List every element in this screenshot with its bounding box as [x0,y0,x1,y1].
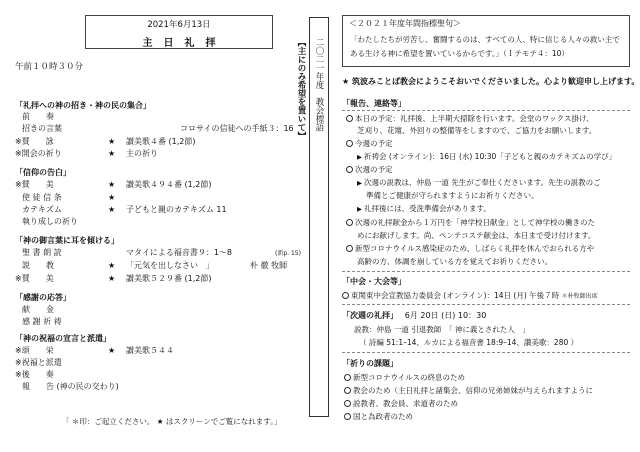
service-date: 2021年6月13日 [147,20,211,30]
bullet-circle-icon [346,245,353,252]
prayer-label: 「祈りの課題」 [342,359,398,368]
star-icon: ★ [108,205,116,214]
order-hymn-3: ※賛 美 [15,274,54,283]
bullet-circle-icon [344,374,351,381]
report-subitem: ▶ 礼拝後には、受洗準備会があります。 [357,204,491,213]
divider [342,304,630,305]
bullet-circle-icon [346,115,353,122]
vertical-motto-box [296,17,329,417]
prayer-item: 国と為政者のため [344,412,413,422]
report-item-cont: 芝刈り、花壇、外回りの整備等をしますので、ご協力をお願いします。 [357,126,597,135]
order-thanks-prayer: 感 謝 祈 祷 [22,317,62,326]
bullet-circle-icon [344,400,351,407]
star-icon: ★ [108,193,116,202]
star-icon: ★ [108,274,116,283]
order-hymn-1-ref: 讃美歌４番 (1,2節) [126,137,196,146]
order-doxology: ※頌 栄 [15,346,54,355]
vertical-motto: 【主にのみ希望を置いて】 [296,38,306,140]
star-icon: ★ [108,261,116,270]
order-postlude: ※後 奏 [15,370,54,379]
divider [342,352,630,353]
section-word: 「神の御言葉に耳を傾ける」 [15,236,119,245]
section-response: 「感謝の応答」 [15,293,71,302]
order-prelude: 前 奏 [22,112,54,121]
order-reading: 聖 書 朗 読 [22,248,62,257]
year-verse-body: 「わたしたちが労苦し、奮闘するのは、すべての人、特に信じる人々の救い主である生ける神に希望を置いているからです。」（Ｉテモテ４：10） [350,35,620,58]
service-title-box [85,15,273,49]
chukai-label: 「中会・大会等」 [342,277,406,286]
order-creed: 使 徒 信 条 [22,193,62,202]
divider [342,271,630,272]
triangle-right-icon: ▶ [357,205,362,213]
bullet-circle-icon [342,292,349,299]
star-icon: ★ [108,137,116,146]
year-verse-box [342,15,630,67]
order-hymn-2-ref: 讃美歌４９４番 (1,2節) [126,180,212,189]
order-call: 招きの言葉 [22,124,62,133]
report-item: 新型コロナウイルス感染症のため、しばらく礼拝を休んでおられる方や [346,244,594,254]
prayer-item: 新型コロナウイルスの終息のため [344,373,465,383]
order-offering: 献 金 [22,305,54,314]
report-subitem-cont: 準備とご健康が守られますようにお祈りください。 [366,191,539,200]
order-sermon-title: 「元気を出しなさい 」 [126,261,214,270]
next-service-label: 「次週の礼拝」 6月 20日 (日) 10：30 [342,311,487,320]
order-catechism-ref: 子どもと親のカテキズム 11 [126,205,227,214]
order-intercession: 執り成しの祈り [22,217,78,226]
chukai-item: 東関東中会宣教協力委員会 (オンライン)：14日 (月) 午後７時 ＊朴牧師出席 [342,291,598,302]
order-hymn-1: ※賛 詠 [15,137,54,146]
triangle-right-icon: ▶ [357,179,362,187]
triangle-right-icon: ▶ [357,153,362,161]
bullet-circle-icon [346,166,353,173]
order-benediction: ※祝福と派遣 [15,358,62,367]
prayer-item: 説教者、教会員、求道者のため [344,399,458,409]
report-subitem: ▶ 次週の説教は、仲島 一道 先生がご奉仕くださいます。先生の説教のご [357,178,601,187]
bullet-circle-icon [344,387,351,394]
report-item: 本日の予定：礼拝後、上半期大掃除を行います。会堂のワックス掛け、 [346,114,594,124]
footnote: 「 ＊印：ご起立ください。 ★ はスクリーンでご覧になれます。」 [62,417,282,426]
year-verse-heading: ＜２０２１年度年間指標聖句＞ [349,19,461,28]
report-item: 次週の礼拝献金から１万円を「神学校日献金」として神学校の働きのた [346,218,595,228]
service-time: 午前１０時３０分 [15,62,84,72]
report-item-cont: 高齢の方、体調を崩している方を覚えてお祈りください。 [357,257,552,266]
report-item: 今週の予定 [346,139,393,149]
order-sermon-preacher: 朴 徹 牧師 [250,261,288,270]
next-service-readings: （ 詩編 51:1–14、ルカによる福音書 18:9–14、讃美歌：280 ） [359,338,579,347]
star-icon: ★ [108,346,116,355]
order-catechism: カテキズム [22,205,62,214]
divider [342,110,630,111]
order-call-ref: コロサイの信徒への手紙３：16 [180,124,294,133]
order-doxology-ref: 讃美歌５４４ [126,346,174,355]
star-icon: ★ [108,180,116,189]
welcome-message: ★ 筑波みことば教会にようこそおいでくださいました。心より歓迎申し上げます。 [342,77,640,86]
order-hymn-2: ※賛 美 [15,180,54,189]
bullet-circle-icon [346,140,353,147]
service-title: 主日礼拝 [142,38,227,49]
star-icon: ★ [108,149,116,158]
order-opening-prayer-ref: 主の祈り [126,149,158,158]
reports-label: 「報告、連絡等」 [342,99,406,108]
report-item: 次週の予定 [346,165,393,175]
prayer-item: 教会のため（主日礼拝と諸集会、信仰の兄弟姉妹が与えられますように [344,386,593,396]
section-gathering: 「礼拝への神の招き・神の民の集合」 [15,101,151,110]
order-reading-ref: マタイによる福音書９：1～8 [126,248,233,257]
order-report: 報 告 (神の民の交わり) [22,382,119,391]
report-item-cont: めにお献げします。尚、ペンテコステ献金は、本日まで受け付けます。 [357,231,596,240]
section-confession: 「信仰の告白」 [15,168,71,177]
next-service-sermon: 説教：仲島 一道 引退教師 「 神に義とされた人 」 [354,325,530,334]
bullet-circle-icon [344,413,351,420]
order-sermon: 説 教 [22,261,54,270]
vertical-title: 二〇二一年度 教会標語 [314,38,324,132]
bullet-circle-icon [346,219,353,226]
order-reading-page: (新p. 15) [275,250,301,257]
report-subitem: ▶ 祈祷会 (オンライン)：16日 (水) 10:30「子どもと親のカテキズムの学び」 [357,152,617,161]
order-opening-prayer: ※開会の祈り [15,149,62,158]
section-blessing: 「神の祝福の宣言と派遣」 [15,334,111,343]
order-hymn-3-ref: 讃美歌５２９番 (1,2節) [126,274,212,283]
